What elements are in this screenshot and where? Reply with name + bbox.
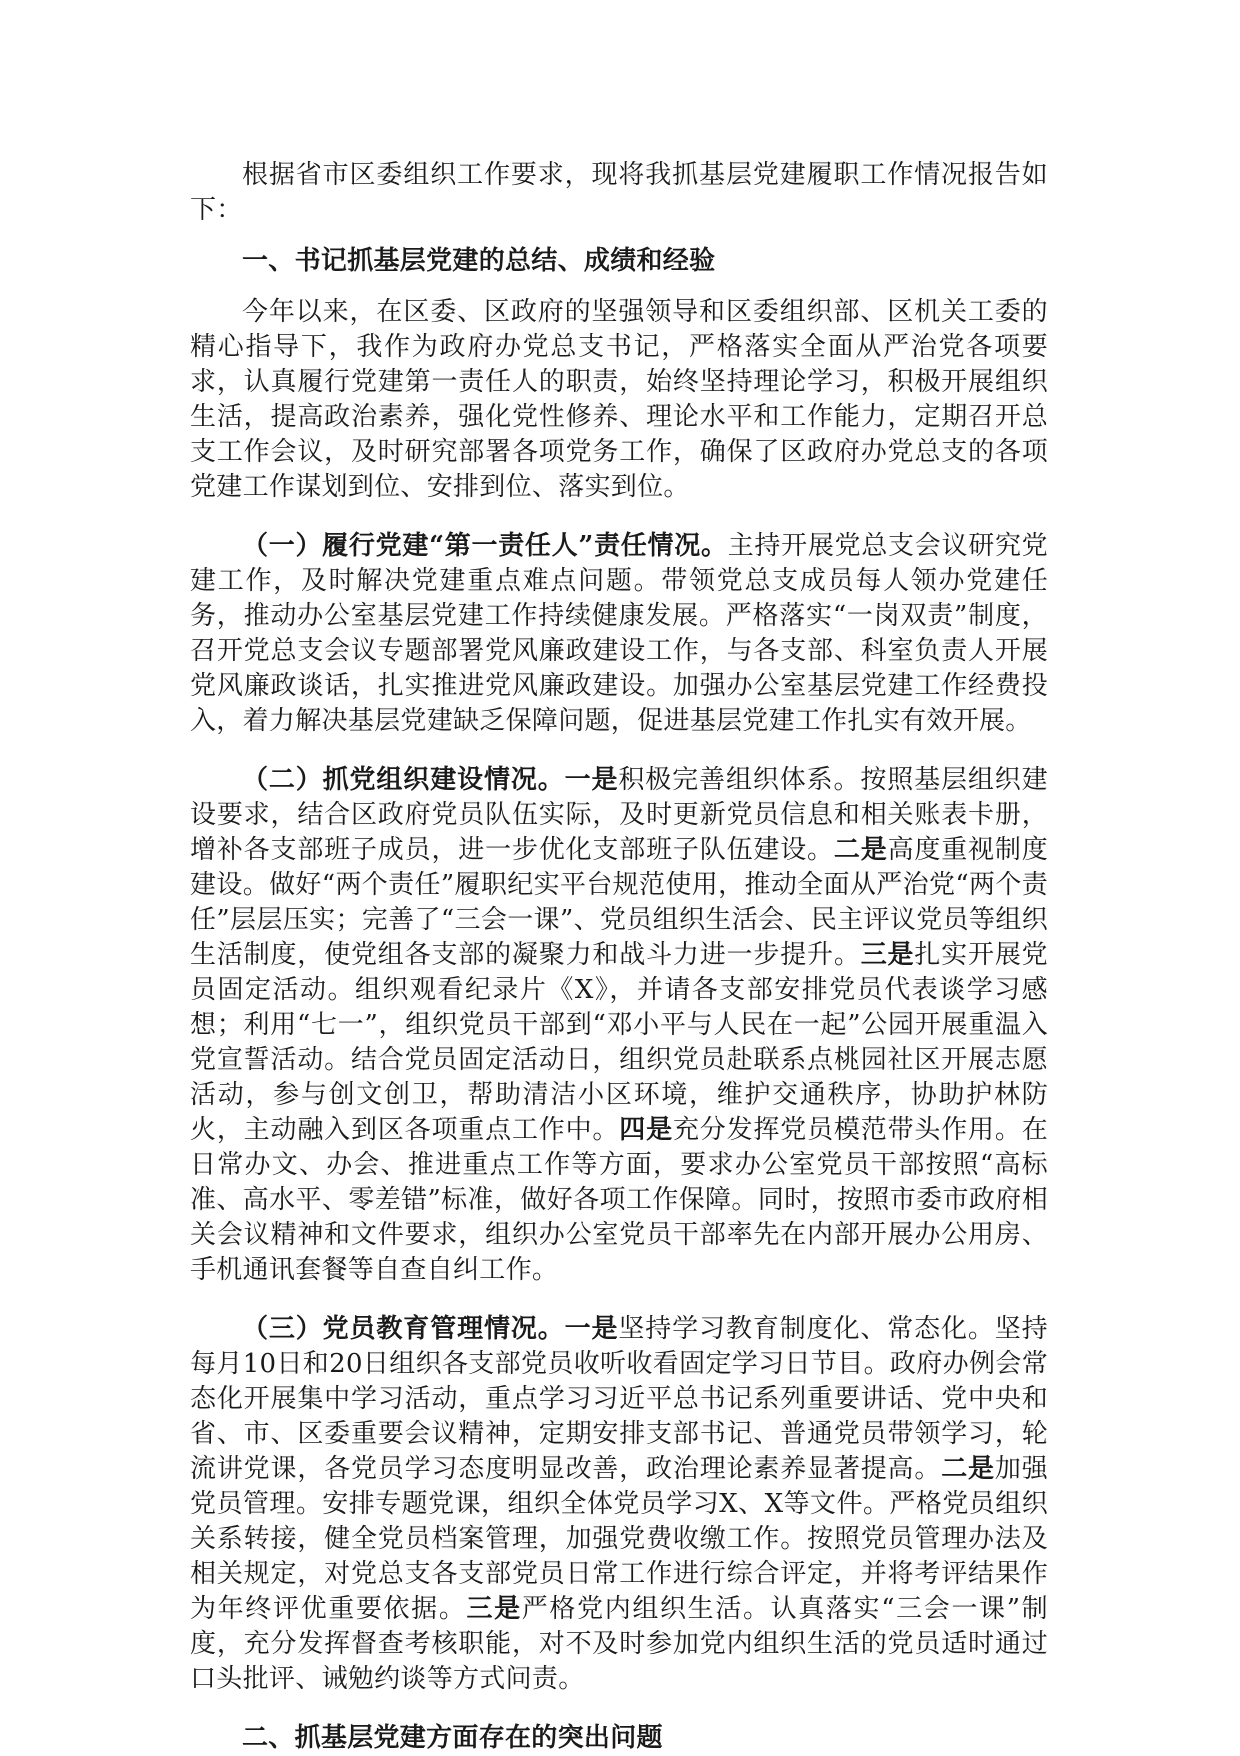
subsection-1-paragraph bbox=[190, 529, 1048, 739]
summary-paragraph: 今年以来，在区委、区政府的坚强领导和区委组织部、区机关工委的精心指导下，我作为政府办党总支书记，严格落实全面从严治党各项要求，认真履行党建第一责任人的职责，始终坚持理论学习，积极开展组织生活，提高政治素养，强化党性修养、理论水平和工作能力，定期召开总支工作会议，及时研究部署各项党务工作，确保了区政府办党总支的各项党建工作谋划到位、安排到位、落实到位。 bbox=[190, 297, 1048, 502]
subsection-3-paragraph bbox=[190, 1312, 1048, 1697]
document-page bbox=[190, 158, 1048, 1756]
subsection-3-point-2: 加强党员管理。安排专题党课，组织全体党员学习X、X等文件。严格党员组织关系转接，健全党员档案管理，加强党费收缴工作。按照党员管理办法及相关规定，对党总支各支部党员日常工作进行综合评定，并将考评结果作为年终评优重要依据。 bbox=[190, 1454, 1049, 1624]
subsection-2-point-3: 扎实开展党员固定活动。组织观看纪录片《X》，并请各支部安排党员代表谈学习感想；利用“七一”，组织党员干部到“邓小平与人民在一起”公园开展重温入党宣誓活动。结合党员固定活动日，组织党员赴联系点桃园社区开展志愿活动，参与创文创卫，帮助清洁小区环境，维护交通秩序，协助护林防火，主动融入到区各项重点工作中。 bbox=[190, 940, 1048, 1145]
subsection-2-point-4-key: 四是 bbox=[619, 1115, 673, 1145]
intro-paragraph: 根据省市区委组织工作要求，现将我抓基层党建履职工作情况报告如下： bbox=[190, 160, 1048, 225]
subsection-2-point-4: 充分发挥党员模范带头作用。在日常办文、办会、推进重点工作等方面，要求办公室党员干部按照“高标准、高水平、零差错”标准，做好各项工作保障。同时，按照市委市政府相关会议精神和文件要求，组织办公室党员干部率先在内部开展办公用房、手机通讯套餐等自查自纠工作。 bbox=[190, 1115, 1049, 1285]
subsection-1-body: 主持开展党总支会议研究党建工作，及时解决党建重点难点问题。带领党总支成员每人领办党建任务，推动办公室基层党建工作持续健康发展。严格落实“一岗双责”制度，召开党总支会议专题部署党风廉政建设工作，与各支部、科室负责人开展党风廉政谈话，扎实推进党风廉政建设。加强办公室基层党建工作经费投入，着力解决基层党建缺乏保障问题，促进基层党建工作扎实有效开展。 bbox=[190, 531, 1048, 736]
subsection-2-point-1-key: 一是 bbox=[564, 765, 619, 795]
section-heading-2: 二、抓基层党建方面存在的突出问题 bbox=[242, 1723, 663, 1753]
subsection-2-point-2-key: 二是 bbox=[833, 835, 888, 865]
subsection-3-point-1-key: 一是 bbox=[564, 1314, 619, 1344]
subsection-3-point-2-key: 二是 bbox=[941, 1454, 995, 1484]
subsection-3-point-1: 坚持学习教育制度化、常态化。坚持每月10日和20日组织各支部党员收听收看固定学习日节目。政府办例会常态化开展集中学习活动，重点学习习近平总书记系列重要讲话、党中央和省、市、区委重要会议精神，定期安排支部书记、普通党员带领学习，轮流讲党课，各党员学习态度明显改善，政治理论素养显著提高。 bbox=[190, 1314, 1048, 1484]
subsection-3-point-3: 严格党内组织生活。认真落实“三会一课”制度，充分发挥督查考核职能，对不及时参加党内组织生活的党员适时通过口头批评、诫勉约谈等方式问责。 bbox=[190, 1594, 1048, 1694]
subsection-2-paragraph bbox=[190, 763, 1048, 1288]
subsection-1-title: （一）履行党建“第一责任人”责任情况。 bbox=[242, 531, 728, 561]
section-heading-1: 一、书记抓基层党建的总结、成绩和经验 bbox=[242, 246, 716, 276]
subsection-2-point-2: 高度重视制度建设。做好“两个责任”履职纪实平台规范使用，推动全面从严治党“两个责任”层层压实；完善了“三会一课”、党员组织生活会、民主评议党员等组织生活制度，使党组各支部的凝聚力和战斗力进一步提升。 bbox=[190, 835, 1049, 970]
subsection-3-point-3-key: 三是 bbox=[466, 1594, 522, 1624]
subsection-2-point-1: 积极完善组织体系。按照基层组织建设要求，结合区政府党员队伍实际，及时更新党员信息和相关账表卡册，增补各支部班子成员，进一步优化支部班子队伍建设。 bbox=[190, 765, 1048, 865]
subsection-2-title: （二）抓党组织建设情况。 bbox=[242, 765, 565, 795]
subsection-3-title: （三）党员教育管理情况。 bbox=[242, 1314, 565, 1344]
subsection-2-point-3-key: 三是 bbox=[860, 940, 915, 970]
